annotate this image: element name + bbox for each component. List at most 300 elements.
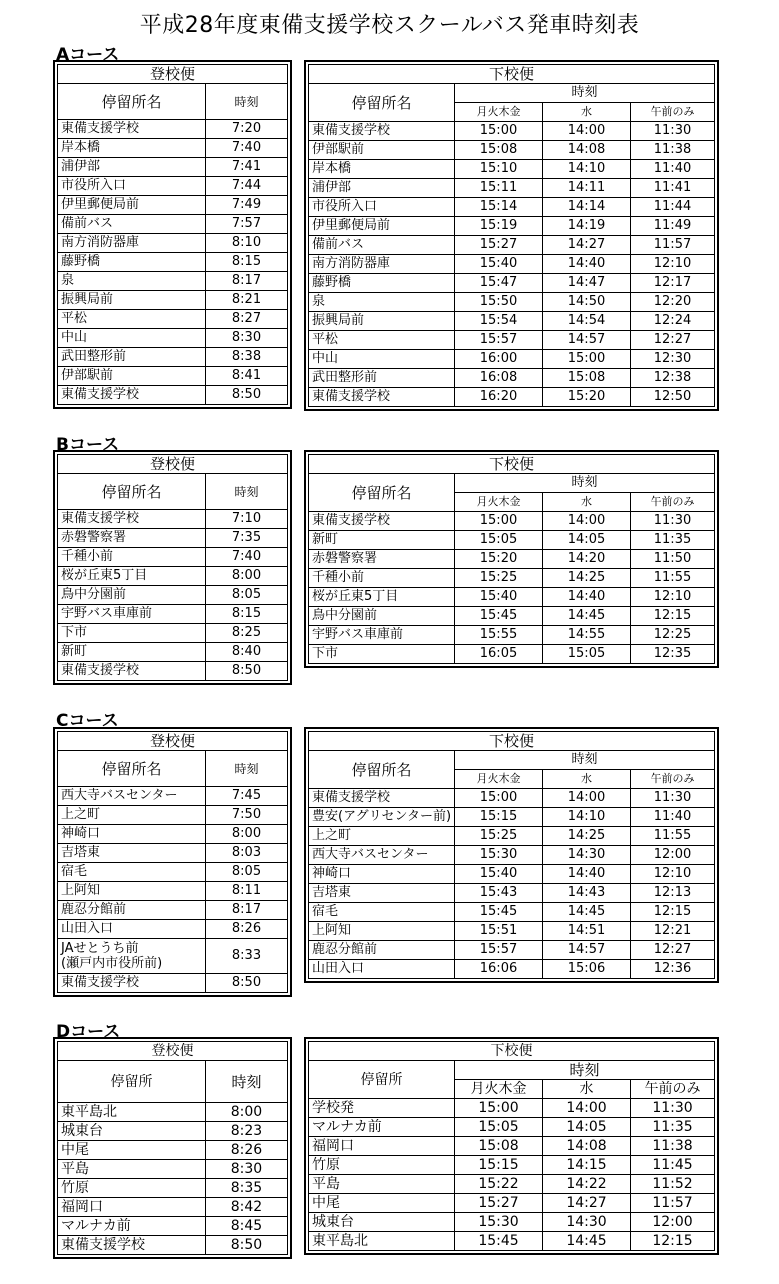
stop-name: 神崎口 bbox=[58, 825, 206, 844]
departure-time: 8:42 bbox=[206, 1198, 288, 1217]
table-row bbox=[309, 1099, 715, 1118]
time-mon-fri: 15:57 bbox=[455, 331, 543, 350]
stop-name: 千種小前 bbox=[309, 569, 455, 588]
header-row bbox=[309, 1061, 715, 1080]
header-row bbox=[309, 84, 715, 103]
table-row bbox=[58, 882, 288, 901]
time-wed: 14:40 bbox=[543, 588, 631, 607]
stop-name: 吉塔東 bbox=[58, 844, 206, 863]
table-row bbox=[309, 960, 715, 979]
table-row bbox=[309, 331, 715, 350]
departure-time: 8:35 bbox=[206, 1179, 288, 1198]
time-mon-fri: 15:00 bbox=[455, 122, 543, 141]
time-wed: 14:50 bbox=[543, 293, 631, 312]
page-title: 平成28年度東備支援学校スクールバス発車時刻表 bbox=[139, 13, 640, 38]
time-mon-fri: 16:06 bbox=[455, 960, 543, 979]
stop-name: 福岡口 bbox=[309, 1137, 455, 1156]
time-mon-fri: 15:43 bbox=[455, 884, 543, 903]
time-am-only: 11:35 bbox=[631, 531, 715, 550]
departure-time: 8:50 bbox=[206, 1236, 288, 1255]
table-row bbox=[58, 234, 288, 253]
table-row bbox=[309, 941, 715, 960]
time-mon-fri: 15:30 bbox=[455, 1213, 543, 1232]
table-row bbox=[58, 120, 288, 139]
stop-name: 宇野バス車庫前 bbox=[58, 605, 206, 624]
day-header-wed: 水 bbox=[543, 1080, 631, 1099]
day-header-mon: 月火木金 bbox=[455, 770, 543, 789]
stop-name: 新町 bbox=[309, 531, 455, 550]
stop-name: 赤磐警察署 bbox=[309, 550, 455, 569]
outbound-table bbox=[57, 731, 288, 993]
table-row bbox=[309, 160, 715, 179]
time-am-only: 11:50 bbox=[631, 550, 715, 569]
stop-name: 城東台 bbox=[309, 1213, 455, 1232]
departure-time: 8:17 bbox=[206, 272, 288, 291]
table-row bbox=[58, 291, 288, 310]
table-row bbox=[309, 645, 715, 664]
time-am-only: 12:10 bbox=[631, 255, 715, 274]
departure-time: 7:35 bbox=[206, 529, 288, 548]
stop-name: 武田整形前 bbox=[58, 348, 206, 367]
return-table-box bbox=[304, 727, 719, 983]
table-row bbox=[58, 386, 288, 405]
stop-name: 泉 bbox=[309, 293, 455, 312]
time-am-only: 11:41 bbox=[631, 179, 715, 198]
stop-name: 城東台 bbox=[58, 1122, 206, 1141]
table-row bbox=[309, 865, 715, 884]
return-table-box bbox=[304, 450, 719, 668]
time-mon-fri: 16:08 bbox=[455, 369, 543, 388]
table-row bbox=[309, 531, 715, 550]
stop-name: 岸本橋 bbox=[309, 160, 455, 179]
time-am-only: 11:30 bbox=[631, 789, 715, 808]
stop-name: 宿毛 bbox=[58, 863, 206, 882]
outbound-title: 登校便 bbox=[58, 1042, 288, 1061]
time-mon-fri: 15:11 bbox=[455, 179, 543, 198]
outbound-table bbox=[57, 64, 288, 405]
outbound-title: 登校便 bbox=[58, 65, 288, 84]
departure-time: 7:41 bbox=[206, 158, 288, 177]
header-row bbox=[309, 751, 715, 770]
time-wed: 14:55 bbox=[543, 626, 631, 645]
time-mon-fri: 15:40 bbox=[455, 865, 543, 884]
time-mon-fri: 15:08 bbox=[455, 1137, 543, 1156]
stop-name: 東備支援学校 bbox=[309, 512, 455, 531]
time-am-only: 11:57 bbox=[631, 236, 715, 255]
time-mon-fri: 15:47 bbox=[455, 274, 543, 293]
time-mon-fri: 16:05 bbox=[455, 645, 543, 664]
time-header: 時刻 bbox=[455, 1061, 715, 1080]
stop-name: 東備支援学校 bbox=[58, 386, 206, 405]
departure-time: 7:40 bbox=[206, 548, 288, 567]
table-row bbox=[309, 607, 715, 626]
return-table-box bbox=[304, 60, 719, 411]
stop-name: 振興局前 bbox=[309, 312, 455, 331]
stop-name: 学校発 bbox=[309, 1099, 455, 1118]
departure-time: 8:00 bbox=[206, 567, 288, 586]
departure-time: 8:30 bbox=[206, 329, 288, 348]
departure-time: 8:05 bbox=[206, 586, 288, 605]
table-row bbox=[58, 1179, 288, 1198]
departure-time: 8:15 bbox=[206, 605, 288, 624]
table-row bbox=[58, 643, 288, 662]
departure-time: 7:40 bbox=[206, 139, 288, 158]
table-row bbox=[58, 310, 288, 329]
time-wed: 14:25 bbox=[543, 569, 631, 588]
stop-name: 南方消防器庫 bbox=[309, 255, 455, 274]
header-row bbox=[58, 474, 288, 510]
stop-name: 東備支援学校 bbox=[309, 122, 455, 141]
course-label: Cコース bbox=[56, 711, 119, 731]
table-row bbox=[58, 367, 288, 386]
time-wed: 14:00 bbox=[543, 122, 631, 141]
time-am-only: 11:57 bbox=[631, 1194, 715, 1213]
time-mon-fri: 15:00 bbox=[455, 512, 543, 531]
time-mon-fri: 15:27 bbox=[455, 236, 543, 255]
stop-name: 振興局前 bbox=[58, 291, 206, 310]
stop-name: 東平島北 bbox=[58, 1103, 206, 1122]
table-row bbox=[58, 196, 288, 215]
time-header: 時刻 bbox=[455, 751, 715, 770]
time-mon-fri: 15:57 bbox=[455, 941, 543, 960]
time-am-only: 12:20 bbox=[631, 293, 715, 312]
time-wed: 14:00 bbox=[543, 789, 631, 808]
stop-header: 停留所 bbox=[309, 1061, 455, 1099]
table-row bbox=[309, 274, 715, 293]
time-header: 時刻 bbox=[206, 84, 288, 120]
header-row bbox=[58, 751, 288, 787]
stop-name: 伊里郵便局前 bbox=[309, 217, 455, 236]
stop-header: 停留所名 bbox=[309, 751, 455, 789]
table-row bbox=[309, 369, 715, 388]
stop-name: マルナカ前 bbox=[309, 1118, 455, 1137]
table-row bbox=[309, 350, 715, 369]
table-row bbox=[58, 329, 288, 348]
stop-name: 中尾 bbox=[309, 1194, 455, 1213]
departure-time: 8:00 bbox=[206, 825, 288, 844]
time-am-only: 11:30 bbox=[631, 512, 715, 531]
time-am-only: 11:30 bbox=[631, 122, 715, 141]
table-row bbox=[309, 1213, 715, 1232]
time-am-only: 12:10 bbox=[631, 865, 715, 884]
return-table bbox=[308, 454, 715, 664]
time-mon-fri: 15:22 bbox=[455, 1175, 543, 1194]
return-title: 下校便 bbox=[309, 1042, 715, 1061]
time-header: 時刻 bbox=[206, 474, 288, 510]
departure-time: 8:11 bbox=[206, 882, 288, 901]
table-row bbox=[309, 922, 715, 941]
time-mon-fri: 15:00 bbox=[455, 1099, 543, 1118]
departure-time: 8:00 bbox=[206, 1103, 288, 1122]
time-mon-fri: 15:05 bbox=[455, 1118, 543, 1137]
departure-time: 7:57 bbox=[206, 215, 288, 234]
table-row bbox=[309, 569, 715, 588]
return-table bbox=[308, 731, 715, 979]
departure-time: 8:10 bbox=[206, 234, 288, 253]
time-wed: 15:00 bbox=[543, 350, 631, 369]
stop-name: 東備支援学校 bbox=[309, 789, 455, 808]
stop-name: 新町 bbox=[58, 643, 206, 662]
time-mon-fri: 15:25 bbox=[455, 569, 543, 588]
table-row bbox=[58, 348, 288, 367]
time-wed: 14:40 bbox=[543, 865, 631, 884]
table-row bbox=[309, 827, 715, 846]
outbound-table bbox=[57, 1041, 288, 1255]
table-row bbox=[58, 529, 288, 548]
outbound-title: 登校便 bbox=[58, 732, 288, 751]
stop-header: 停留所名 bbox=[309, 84, 455, 122]
return-title: 下校便 bbox=[309, 455, 715, 474]
table-row bbox=[58, 1198, 288, 1217]
table-row bbox=[309, 1118, 715, 1137]
table-row bbox=[58, 1160, 288, 1179]
header-row bbox=[309, 474, 715, 493]
time-wed: 14:47 bbox=[543, 274, 631, 293]
stop-name-line: JAせとうち前 bbox=[61, 941, 139, 956]
stop-name: 下市 bbox=[58, 624, 206, 643]
time-mon-fri: 15:25 bbox=[455, 827, 543, 846]
stop-header: 停留所名 bbox=[309, 474, 455, 512]
outbound-table-box bbox=[53, 727, 292, 997]
table-row bbox=[58, 510, 288, 529]
time-wed: 14:00 bbox=[543, 1099, 631, 1118]
time-am-only: 12:17 bbox=[631, 274, 715, 293]
stop-name: 宿毛 bbox=[309, 903, 455, 922]
table-row bbox=[58, 974, 288, 993]
day-header-am: 午前のみ bbox=[631, 103, 715, 122]
time-mon-fri: 15:08 bbox=[455, 141, 543, 160]
time-am-only: 11:44 bbox=[631, 198, 715, 217]
time-mon-fri: 15:00 bbox=[455, 789, 543, 808]
stop-header: 停留所 bbox=[58, 1061, 206, 1103]
table-row bbox=[309, 903, 715, 922]
time-wed: 14:25 bbox=[543, 827, 631, 846]
header-row bbox=[309, 1042, 715, 1061]
time-mon-fri: 15:15 bbox=[455, 808, 543, 827]
time-am-only: 12:30 bbox=[631, 350, 715, 369]
stop-name: 吉塔東 bbox=[309, 884, 455, 903]
table-row bbox=[58, 586, 288, 605]
table-row bbox=[309, 388, 715, 407]
header-row bbox=[58, 732, 288, 751]
return-title: 下校便 bbox=[309, 65, 715, 84]
time-mon-fri: 15:45 bbox=[455, 607, 543, 626]
header-row bbox=[309, 732, 715, 751]
time-am-only: 11:40 bbox=[631, 160, 715, 179]
time-wed: 14:40 bbox=[543, 255, 631, 274]
time-am-only: 12:00 bbox=[631, 846, 715, 865]
time-mon-fri: 15:45 bbox=[455, 1232, 543, 1251]
time-header: 時刻 bbox=[206, 751, 288, 787]
time-wed: 14:11 bbox=[543, 179, 631, 198]
time-mon-fri: 16:00 bbox=[455, 350, 543, 369]
time-am-only: 11:55 bbox=[631, 569, 715, 588]
departure-time: 7:44 bbox=[206, 177, 288, 196]
time-wed: 14:19 bbox=[543, 217, 631, 236]
day-header-am: 午前のみ bbox=[631, 493, 715, 512]
return-title: 下校便 bbox=[309, 732, 715, 751]
time-am-only: 11:52 bbox=[631, 1175, 715, 1194]
time-mon-fri: 15:27 bbox=[455, 1194, 543, 1213]
table-row bbox=[309, 808, 715, 827]
stop-name: 伊部駅前 bbox=[58, 367, 206, 386]
departure-time: 8:26 bbox=[206, 920, 288, 939]
table-row bbox=[58, 863, 288, 882]
table-row bbox=[58, 158, 288, 177]
stop-name: 宇野バス車庫前 bbox=[309, 626, 455, 645]
time-wed: 14:08 bbox=[543, 1137, 631, 1156]
stop-name: 竹原 bbox=[309, 1156, 455, 1175]
time-wed: 14:43 bbox=[543, 884, 631, 903]
header-row bbox=[309, 455, 715, 474]
table-row bbox=[58, 605, 288, 624]
time-am-only: 12:27 bbox=[631, 331, 715, 350]
departure-time: 8:15 bbox=[206, 253, 288, 272]
table-row bbox=[309, 141, 715, 160]
stop-name: 桜が丘東5丁目 bbox=[309, 588, 455, 607]
table-row bbox=[309, 122, 715, 141]
departure-time: 8:50 bbox=[206, 974, 288, 993]
time-header: 時刻 bbox=[206, 1061, 288, 1103]
time-mon-fri: 15:51 bbox=[455, 922, 543, 941]
header-row bbox=[58, 1061, 288, 1103]
time-mon-fri: 15:14 bbox=[455, 198, 543, 217]
stop-header: 停留所名 bbox=[58, 474, 206, 510]
time-mon-fri: 15:30 bbox=[455, 846, 543, 865]
stop-name: 泉 bbox=[58, 272, 206, 291]
stop-name: 赤磐警察署 bbox=[58, 529, 206, 548]
stop-name: 南方消防器庫 bbox=[58, 234, 206, 253]
table-row bbox=[58, 624, 288, 643]
stop-name: 平島 bbox=[58, 1160, 206, 1179]
stop-name: 伊里郵便局前 bbox=[58, 196, 206, 215]
time-am-only: 12:00 bbox=[631, 1213, 715, 1232]
table-row bbox=[58, 825, 288, 844]
table-row bbox=[309, 1194, 715, 1213]
table-row bbox=[58, 548, 288, 567]
departure-time: 8:50 bbox=[206, 662, 288, 681]
time-wed: 14:45 bbox=[543, 607, 631, 626]
stop-name: 鹿忍分館前 bbox=[58, 901, 206, 920]
table-row bbox=[58, 253, 288, 272]
stop-name: 鳥中分園前 bbox=[58, 586, 206, 605]
time-mon-fri: 16:20 bbox=[455, 388, 543, 407]
time-am-only: 12:15 bbox=[631, 903, 715, 922]
departure-time: 7:20 bbox=[206, 120, 288, 139]
stop-name: マルナカ前 bbox=[58, 1217, 206, 1236]
time-am-only: 12:24 bbox=[631, 312, 715, 331]
time-am-only: 12:38 bbox=[631, 369, 715, 388]
table-row bbox=[309, 550, 715, 569]
stop-name: 藤野橋 bbox=[309, 274, 455, 293]
time-wed: 14:10 bbox=[543, 808, 631, 827]
stop-name: 福岡口 bbox=[58, 1198, 206, 1217]
stop-name: 上阿知 bbox=[58, 882, 206, 901]
table-row bbox=[58, 662, 288, 681]
table-row bbox=[58, 1217, 288, 1236]
stop-name: 東備支援学校 bbox=[58, 662, 206, 681]
stop-name: 上阿知 bbox=[309, 922, 455, 941]
table-row bbox=[58, 920, 288, 939]
stop-name: 平松 bbox=[58, 310, 206, 329]
stop-name: 東備支援学校 bbox=[58, 974, 206, 993]
time-am-only: 11:35 bbox=[631, 1118, 715, 1137]
table-row bbox=[309, 198, 715, 217]
departure-time: 8:50 bbox=[206, 386, 288, 405]
table-row bbox=[309, 789, 715, 808]
table-row bbox=[309, 236, 715, 255]
time-mon-fri: 15:55 bbox=[455, 626, 543, 645]
stop-name: 西大寺バスセンター bbox=[309, 846, 455, 865]
stop-name: 神崎口 bbox=[309, 865, 455, 884]
return-table bbox=[308, 1041, 715, 1251]
time-am-only: 12:25 bbox=[631, 626, 715, 645]
time-am-only: 12:15 bbox=[631, 607, 715, 626]
time-am-only: 12:13 bbox=[631, 884, 715, 903]
stop-name: 東平島北 bbox=[309, 1232, 455, 1251]
time-mon-fri: 15:19 bbox=[455, 217, 543, 236]
header-row bbox=[58, 65, 288, 84]
return-table bbox=[308, 64, 715, 407]
return-table-box bbox=[304, 1037, 719, 1255]
time-wed: 14:30 bbox=[543, 1213, 631, 1232]
stop-name: 千種小前 bbox=[58, 548, 206, 567]
time-mon-fri: 15:40 bbox=[455, 255, 543, 274]
stop-name: 東備支援学校 bbox=[58, 120, 206, 139]
outbound-title: 登校便 bbox=[58, 455, 288, 474]
table-row bbox=[309, 312, 715, 331]
stop-name: 山田入口 bbox=[309, 960, 455, 979]
time-header: 時刻 bbox=[455, 84, 715, 103]
table-row bbox=[309, 1175, 715, 1194]
table-row bbox=[58, 787, 288, 806]
table-row bbox=[309, 179, 715, 198]
table-row bbox=[309, 588, 715, 607]
day-header-am: 午前のみ bbox=[631, 770, 715, 789]
course-label: Aコース bbox=[56, 45, 120, 65]
stop-name: 上之町 bbox=[58, 806, 206, 825]
departure-time: 8:38 bbox=[206, 348, 288, 367]
table-row bbox=[309, 217, 715, 236]
time-wed: 14:20 bbox=[543, 550, 631, 569]
time-wed: 15:05 bbox=[543, 645, 631, 664]
departure-time: 8:25 bbox=[206, 624, 288, 643]
header-row bbox=[309, 65, 715, 84]
stop-name: 伊部駅前 bbox=[309, 141, 455, 160]
stop-name: 浦伊部 bbox=[309, 179, 455, 198]
time-am-only: 12:27 bbox=[631, 941, 715, 960]
header-row bbox=[58, 1042, 288, 1061]
table-row bbox=[58, 177, 288, 196]
stop-header: 停留所名 bbox=[58, 84, 206, 120]
outbound-table bbox=[57, 454, 288, 681]
time-mon-fri: 15:20 bbox=[455, 550, 543, 569]
time-wed: 14:45 bbox=[543, 903, 631, 922]
table-row bbox=[58, 939, 288, 974]
outbound-table-box bbox=[53, 1037, 292, 1259]
outbound-table-box bbox=[53, 60, 292, 409]
departure-time: 8:05 bbox=[206, 863, 288, 882]
stop-name: 竹原 bbox=[58, 1179, 206, 1198]
table-row bbox=[309, 884, 715, 903]
time-wed: 15:06 bbox=[543, 960, 631, 979]
outbound-table-box bbox=[53, 450, 292, 685]
stop-header: 停留所名 bbox=[58, 751, 206, 787]
departure-time: 7:10 bbox=[206, 510, 288, 529]
stop-name: 鳥中分園前 bbox=[309, 607, 455, 626]
departure-time: 7:49 bbox=[206, 196, 288, 215]
day-header-mon: 月火木金 bbox=[455, 1080, 543, 1099]
